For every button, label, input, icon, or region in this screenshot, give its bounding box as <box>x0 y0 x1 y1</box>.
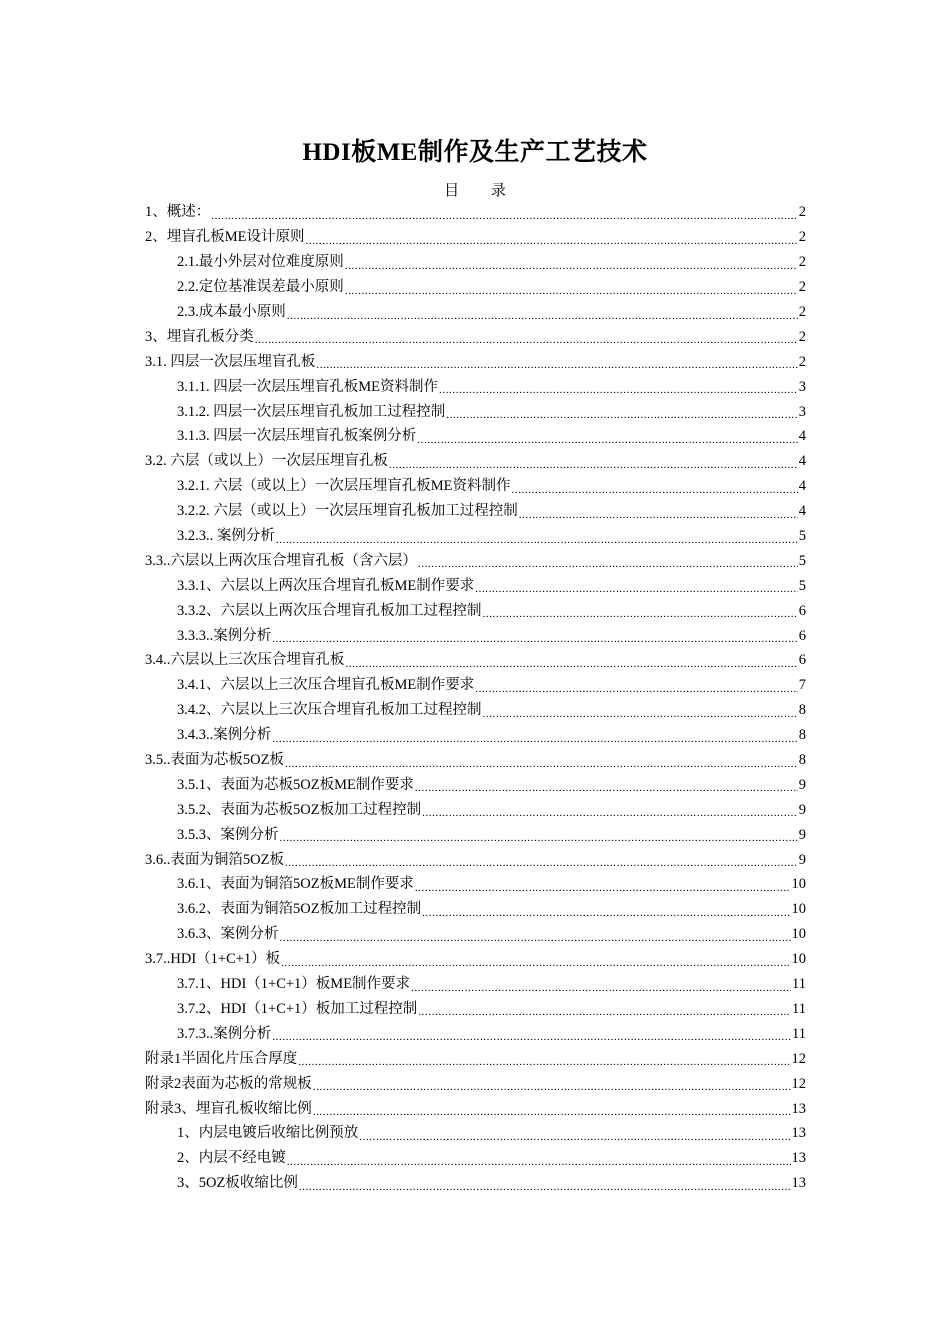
toc-entry-label: 3.6.3、案例分析 <box>177 926 279 943</box>
toc-entry-label: 3、埋盲孔板分类 <box>145 328 254 345</box>
toc-entry-label: 3.7.1、HDI（1+C+1）板ME制作要求 <box>177 976 411 993</box>
toc-entry[interactable] <box>145 822 806 847</box>
toc-entry-page-number: 10 <box>791 926 806 943</box>
toc-entry[interactable] <box>145 1021 806 1046</box>
toc-entry-label: 附录1半固化片压合厚度 <box>145 1050 298 1067</box>
toc-dot-leader <box>411 978 791 997</box>
toc-dot-leader <box>422 903 790 922</box>
toc-entry-label: 3.2.1. 六层（或以上）一次层压埋盲孔板ME资料制作 <box>177 478 511 495</box>
toc-entry-label: 2.3.成本最小原则 <box>177 304 286 320</box>
toc-dot-leader <box>418 554 798 573</box>
toc-entry-page-number: 3 <box>798 403 806 420</box>
toc-entry[interactable] <box>145 748 806 773</box>
toc-entry[interactable] <box>145 847 806 872</box>
toc-entry-label: 3.3.2、六层以上两次压合埋盲孔板加工过程控制 <box>177 602 482 619</box>
toc-dot-leader <box>483 704 798 723</box>
toc-dot-leader <box>345 654 797 673</box>
toc-entry[interactable] <box>145 598 806 623</box>
toc-dot-leader <box>422 803 798 822</box>
toc-entry-page-number: 9 <box>798 801 806 818</box>
table-of-contents <box>145 200 806 1196</box>
toc-entry-label: 3.3.1、六层以上两次压合埋盲孔板ME制作要求 <box>177 577 475 594</box>
toc-entry-label: 3.2. 六层（或以上）一次层压埋盲孔板 <box>145 453 388 470</box>
toc-entry[interactable] <box>145 424 806 449</box>
toc-dot-leader <box>359 1127 790 1146</box>
toc-entry[interactable] <box>145 349 806 374</box>
toc-entry-label: 3.6.2、表面为铜箔5OZ板加工过程控制 <box>177 901 422 918</box>
toc-entry-label: 2、内层不经电镀 <box>177 1150 286 1167</box>
toc-dot-leader <box>415 778 798 797</box>
toc-entry-label: 3.2.2. 六层（或以上）一次层压埋盲孔板加工过程控制 <box>177 503 518 520</box>
toc-entry[interactable] <box>145 997 806 1022</box>
toc-entry-page-number: 13 <box>791 1100 806 1117</box>
toc-dot-leader <box>316 355 797 374</box>
toc-dot-leader <box>272 629 798 648</box>
toc-dot-leader <box>446 405 798 424</box>
toc-entry[interactable] <box>145 673 806 698</box>
toc-dot-leader <box>276 530 798 549</box>
toc-dot-leader <box>298 1052 790 1071</box>
toc-entry[interactable] <box>145 872 806 897</box>
toc-dot-leader <box>345 256 798 275</box>
toc-entry-label: 3、5OZ板收缩比例 <box>177 1175 298 1192</box>
toc-entry-page-number: 13 <box>791 1175 806 1192</box>
toc-entry[interactable] <box>145 972 806 997</box>
toc-entry[interactable] <box>145 648 806 673</box>
toc-entry-page-number: 2 <box>798 204 806 221</box>
toc-entry-page-number: 8 <box>798 702 806 719</box>
toc-entry-page-number: 4 <box>798 428 806 445</box>
toc-entry-page-number: 10 <box>791 876 806 893</box>
toc-entry-label: 1、内层电镀后收缩比例预放 <box>177 1125 359 1142</box>
toc-entry[interactable] <box>145 324 806 349</box>
toc-dot-leader <box>280 928 791 947</box>
toc-entry-label: 3.4.1、六层以上三次压合埋盲孔板ME制作要求 <box>177 677 475 694</box>
toc-entry-page-number: 2 <box>798 279 806 296</box>
toc-entry[interactable] <box>145 922 806 947</box>
toc-entry-page-number: 8 <box>798 752 806 769</box>
toc-entry-label: 3.1.1. 四层一次层压埋盲孔板ME资料制作 <box>177 378 438 395</box>
toc-entry-page-number: 2 <box>798 353 806 370</box>
toc-entry-label: 3.3.3..案例分析 <box>177 627 272 644</box>
toc-entry[interactable] <box>145 1171 806 1196</box>
toc-dot-leader <box>313 1077 791 1096</box>
toc-entry[interactable] <box>145 623 806 648</box>
toc-entry-label: 附录2表面为芯板的常规板 <box>145 1075 312 1092</box>
toc-entry-label: 3.4.2、六层以上三次压合埋盲孔板加工过程控制 <box>177 702 482 719</box>
toc-entry[interactable] <box>145 300 806 325</box>
toc-entry[interactable] <box>145 524 806 549</box>
toc-entry-page-number: 3 <box>798 378 806 395</box>
toc-dot-leader <box>280 828 798 847</box>
toc-dot-leader <box>306 231 798 250</box>
toc-entry-page-number: 9 <box>798 851 806 868</box>
toc-entry-page-number: 9 <box>798 826 806 843</box>
toc-entry[interactable] <box>145 200 806 225</box>
toc-entry-page-number: 12 <box>791 1075 806 1092</box>
toc-dot-leader <box>418 1002 791 1021</box>
toc-dot-leader <box>519 505 798 524</box>
toc-entry-page-number: 5 <box>798 528 806 545</box>
toc-dot-leader <box>389 455 798 474</box>
toc-entry[interactable] <box>145 772 806 797</box>
toc-entry-label: 3.4..六层以上三次压合埋盲孔板 <box>145 652 345 669</box>
toc-entry-page-number: 13 <box>791 1125 806 1142</box>
toc-entry-label: 3.1.3. 四层一次层压埋盲孔板案例分析 <box>177 428 417 445</box>
document-title: HDI板ME制作及生产工艺技术 <box>302 139 648 166</box>
toc-dot-leader <box>417 430 798 449</box>
toc-entry-label: 3.5.3、案例分析 <box>177 826 279 843</box>
toc-entry-label: 2.2.定位基准误差最小原则 <box>177 279 344 296</box>
toc-dot-leader <box>475 679 798 698</box>
toc-entry-page-number: 12 <box>791 1050 806 1067</box>
toc-entry-label: 3.7.3..案例分析 <box>177 1025 272 1042</box>
toc-dot-leader <box>512 480 798 499</box>
toc-entry[interactable] <box>145 548 806 573</box>
toc-entry-page-number: 13 <box>791 1150 806 1167</box>
toc-entry-page-number: 6 <box>798 602 806 619</box>
toc-dot-leader <box>211 206 798 225</box>
toc-dot-leader <box>345 281 798 300</box>
toc-entry[interactable] <box>145 225 806 250</box>
toc-dot-leader <box>439 380 798 399</box>
toc-entry-label: 3.6..表面为铜箔5OZ板 <box>145 851 284 868</box>
toc-dot-leader <box>272 1027 791 1046</box>
toc-entry-page-number: 2 <box>798 304 806 320</box>
toc-entry-page-number: 10 <box>791 951 806 968</box>
toc-entry[interactable] <box>145 449 806 474</box>
toc-entry[interactable] <box>145 1096 806 1121</box>
toc-dot-leader <box>272 729 798 748</box>
toc-entry[interactable] <box>145 947 806 972</box>
toc-entry-page-number: 2 <box>798 254 806 271</box>
toc-entry-label: 3.4.3..案例分析 <box>177 727 272 744</box>
toc-entry-page-number: 6 <box>798 627 806 644</box>
toc-entry-page-number: 8 <box>798 727 806 744</box>
toc-entry[interactable] <box>145 499 806 524</box>
toc-entry-label: 3.5..表面为芯板5OZ板 <box>145 752 284 769</box>
toc-entry[interactable] <box>145 698 806 723</box>
toc-entry-label: 2、埋盲孔板ME设计原则 <box>145 229 305 246</box>
toc-entry-label: 3.1.2. 四层一次层压埋盲孔板加工过程控制 <box>177 403 446 420</box>
toc-entry[interactable] <box>145 250 806 275</box>
toc-entry-page-number: 7 <box>798 677 806 694</box>
toc-entry-page-number: 4 <box>798 478 806 495</box>
toc-entry-page-number: 2 <box>798 229 806 246</box>
toc-dot-leader <box>281 953 790 972</box>
toc-entry-page-number: 11 <box>792 1025 806 1042</box>
toc-dot-leader <box>415 878 791 897</box>
toc-entry[interactable] <box>145 573 806 598</box>
toc-entry-label: 3.6.1、表面为铜箔5OZ板ME制作要求 <box>177 876 414 893</box>
toc-entry-page-number: 6 <box>798 652 806 669</box>
toc-entry[interactable] <box>145 897 806 922</box>
toc-entry-page-number: 2 <box>798 328 806 345</box>
toc-entry-label: 3.2.3.. 案例分析 <box>177 528 275 545</box>
toc-entry-page-number: 4 <box>798 503 806 520</box>
toc-entry[interactable] <box>145 1146 806 1171</box>
toc-entry[interactable] <box>145 1071 806 1096</box>
toc-entry[interactable] <box>145 1121 806 1146</box>
toc-entry-page-number: 10 <box>791 901 806 918</box>
toc-heading: 目 录 <box>444 183 506 199</box>
toc-entry[interactable] <box>145 374 806 399</box>
toc-entry-page-number: 5 <box>798 552 806 569</box>
toc-dot-leader <box>285 853 798 872</box>
toc-dot-leader <box>285 754 798 773</box>
toc-entry[interactable] <box>145 474 806 499</box>
toc-dot-leader <box>255 330 798 349</box>
toc-dot-leader <box>483 604 798 623</box>
toc-entry-page-number: 5 <box>798 577 806 594</box>
toc-entry[interactable] <box>145 797 806 822</box>
toc-entry-label: 3.7..HDI（1+C+1）板 <box>145 951 281 968</box>
toc-entry[interactable] <box>145 399 806 424</box>
toc-entry-label: 3.5.1、表面为芯板5OZ板ME制作要求 <box>177 776 414 793</box>
toc-dot-leader <box>313 1102 791 1121</box>
toc-entry-page-number: 4 <box>798 453 806 470</box>
toc-entry-label: 附录3、埋盲孔板收缩比例 <box>145 1100 312 1117</box>
toc-entry-label: 3.3..六层以上两次压合埋盲孔板（含六层） <box>145 552 417 569</box>
toc-entry-label: 1、概述： <box>145 204 211 221</box>
toc-dot-leader <box>287 1152 791 1171</box>
toc-entry-label: 2.1.最小外层对位难度原则 <box>177 254 344 271</box>
toc-entry-label: 3.5.2、表面为芯板5OZ板加工过程控制 <box>177 801 422 818</box>
toc-entry-label: 3.1. 四层一次层压埋盲孔板 <box>145 353 316 370</box>
toc-entry-page-number: 9 <box>798 776 806 793</box>
toc-entry-page-number: 11 <box>792 976 806 993</box>
toc-entry[interactable] <box>145 723 806 748</box>
toc-entry[interactable] <box>145 1046 806 1071</box>
toc-entry-label: 3.7.2、HDI（1+C+1）板加工过程控制 <box>177 1000 418 1017</box>
toc-dot-leader <box>299 1177 791 1196</box>
toc-dot-leader <box>475 579 798 598</box>
toc-entry-page-number: 11 <box>792 1000 806 1017</box>
toc-dot-leader <box>287 306 798 325</box>
toc-entry[interactable] <box>145 275 806 300</box>
